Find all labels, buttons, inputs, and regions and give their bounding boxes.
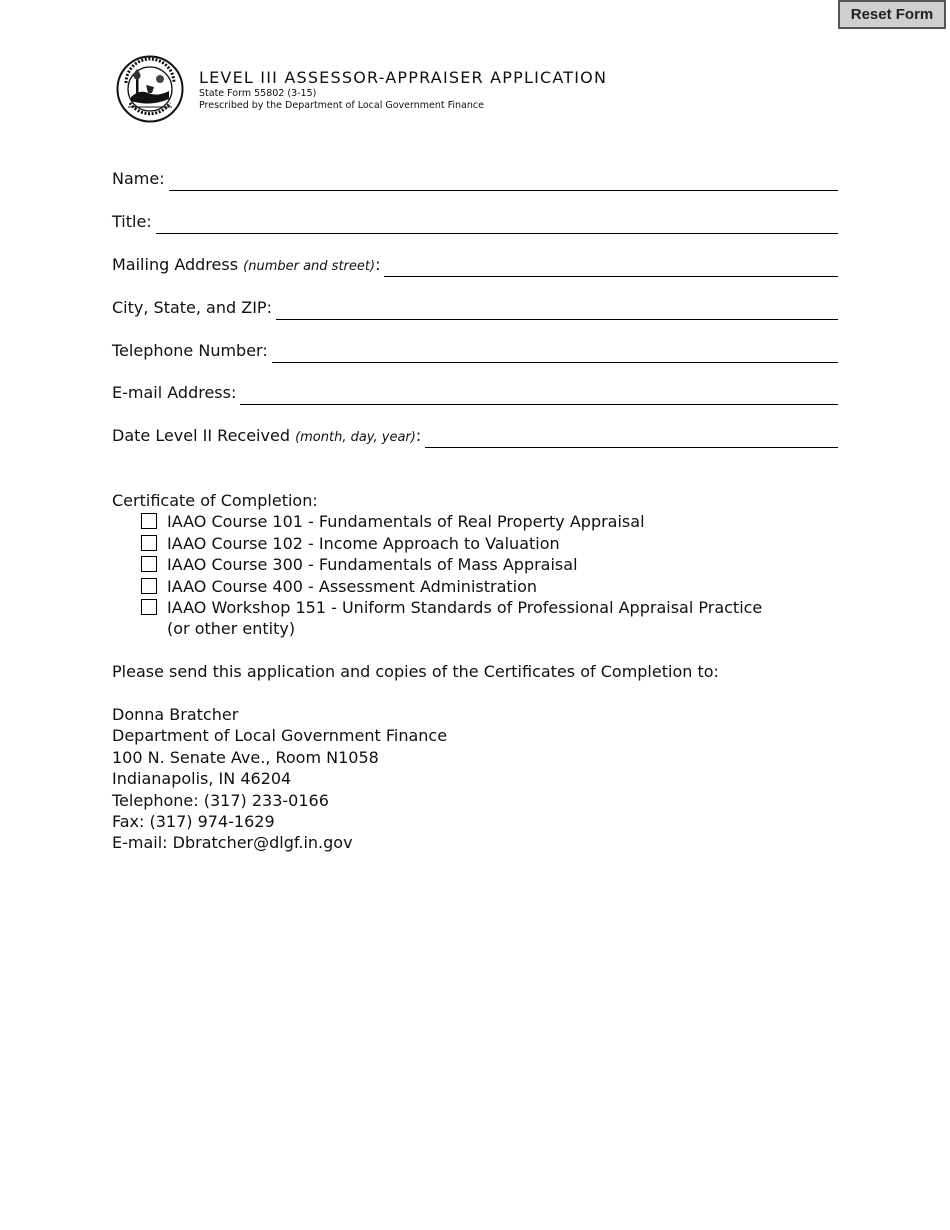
email-label: E-mail Address: (112, 383, 237, 402)
state-seal-logo (116, 55, 184, 123)
course-102-label: IAAO Course 102 - Income Approach to Valuation (167, 533, 560, 553)
contact-fax: Fax: (317) 974-1629 (112, 812, 275, 832)
certificate-item-course-101 (141, 511, 762, 533)
city-state-zip-field-row (112, 296, 838, 320)
course-101-label: IAAO Course 101 - Fundamentals of Real Property Appraisal (167, 512, 645, 531)
certificate-list (141, 511, 762, 640)
date-level-ii-input[interactable] (425, 429, 838, 448)
prescribed-by: Prescribed by the Department of Local Government Finance (199, 100, 484, 111)
certificate-item-workshop-151 (141, 597, 762, 640)
form-header (199, 68, 607, 112)
course-400-label: IAAO Course 400 - Assessment Administration (167, 576, 538, 596)
name-field-row (112, 167, 838, 191)
certificate-item-course-102 (141, 533, 762, 555)
reset-form-button[interactable]: Reset Form (838, 0, 946, 29)
form-title: LEVEL III ASSESSOR-APPRAISER APPLICATION (199, 68, 608, 87)
workshop-151-label: IAAO Workshop 151 - Uniform Standards of Professional Appraisal Practice (or other entity) (167, 598, 763, 638)
name-label: Name: (112, 169, 165, 188)
workshop-151-checkbox[interactable] (141, 599, 157, 615)
title-field-row (112, 210, 838, 234)
title-label: Title: (112, 212, 152, 231)
date-level-ii-label: Date Level II Received (month, day, year): (112, 426, 422, 445)
course-300-checkbox[interactable] (141, 556, 157, 572)
contact-block (112, 704, 447, 854)
course-101-checkbox[interactable] (141, 513, 157, 529)
course-300-label: IAAO Course 300 - Fundamentals of Mass Appraisal (167, 555, 578, 574)
submission-instructions: Please send this application and copies of the Certificates of Completion to: (112, 662, 719, 681)
telephone-input[interactable] (272, 344, 838, 363)
mailing-address-input[interactable] (384, 258, 838, 277)
mailing-address-label: Mailing Address (number and street): (112, 255, 381, 274)
date-level-ii-field-row (112, 424, 838, 448)
certificate-item-course-400 (141, 576, 762, 598)
certificate-section-label: Certificate of Completion: (112, 491, 318, 510)
contact-street: 100 N. Senate Ave., Room N1058 (112, 747, 379, 767)
name-input[interactable] (169, 172, 838, 191)
certificate-item-course-300 (141, 554, 762, 576)
email-field-row (112, 381, 838, 405)
title-input[interactable] (156, 215, 838, 234)
contact-department: Department of Local Government Finance (112, 726, 448, 746)
course-400-checkbox[interactable] (141, 578, 157, 594)
city-state-zip-input[interactable] (276, 301, 838, 320)
workshop-151-sublabel: (or other entity) (167, 619, 296, 638)
city-state-zip-label: City, State, and ZIP: (112, 298, 272, 317)
contact-telephone: Telephone: (317) 233-0166 (112, 790, 329, 810)
mailing-address-field-row (112, 253, 838, 277)
telephone-field-row (112, 339, 838, 363)
telephone-label: Telephone Number: (112, 341, 268, 360)
form-number: State Form 55802 (3-15) (199, 88, 317, 99)
contact-city: Indianapolis, IN 46204 (112, 769, 292, 789)
email-input[interactable] (240, 386, 838, 405)
course-102-checkbox[interactable] (141, 535, 157, 551)
contact-name: Donna Bratcher (112, 705, 239, 724)
contact-email: E-mail: Dbratcher@dlgf.in.gov (112, 833, 353, 853)
